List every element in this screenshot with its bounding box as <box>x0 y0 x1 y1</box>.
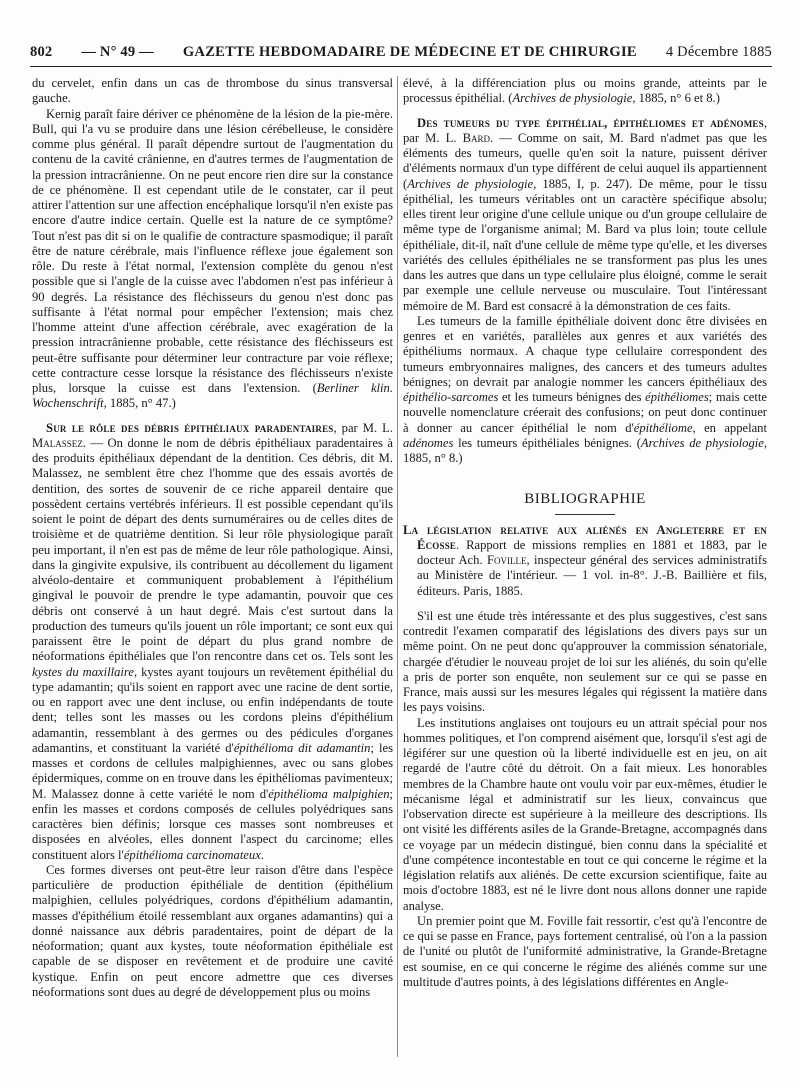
bibliography-entry: La législation relative aux aliénés en Angleterre et en Écosse. Rapport de missions remplies en 1881 et 1883, par le docteur Ach. Foville, inspecteur général des services administratifs au Ministère de l'intérieur. — 1 vol. in-8°. J.-B. Baillière et fils, éditeurs. Paris, 1885. <box>403 522 767 598</box>
paragraph: Les institutions anglaises ont toujours eu un attrait spécial pour nos hommes politiques, et l'on comprend aisément que, lorsqu'il s'est agi de légiférer sur une question où la liberté individuelle est en jeu, on ait regardé de l'autre côté du détroit. On a fait mieux. Les honorables membres de la Chambre haute ont voulu voir par eux-mêmes, étudier le mécanisme légal et administratif sur les lieux, convaincus que l'observation directe est supérieure à la meilleure des descriptions. Ils ont visité les différents asiles de la Grande-Bretagne, accompagnés dans ce voyage par un médecin distingué, bien connu dans la spécialité et d'une compétence incontestable en tout ce qui concerne le régime et la législation relatifs aux aliénés. De cette excursion scientifique, faite au mois d'octobre 1883, est né le livre dont nous allons donner une rapide analyse. <box>403 715 767 913</box>
article-author: Bard <box>462 130 490 145</box>
issue-date: 4 Décembre 1885 <box>665 43 772 60</box>
article-debris-epitheliaux: Sur le rôle des débris épithéliaux paradentaires, par M. L. Malassez. — On donne le nom de débris épithéliaux paradentaires à des produits épithéliaux dépendant de la dentition. Ces débris, dit M. Malassez, ne semblent être chez l'homme que des essais avortés de dentition, des sortes de souvenir de ce riche appareil dentaire que possèdent certains vertébrés inférieurs. Il est possible cependant qu'ils soient le point de départ des dents surnuméraires ou de celles dites de troisième et de quatrième dentition. Si leur rôle physiologique paraît peu important, il n'en est pas de même de leur rôle pathologique. Ainsi, dans la gingivite expulsive, ils contribuent au décollement du ligament alvéolo-dentaire et communiquent probablement à l'épithélium gingival le pouvoir de prendre le type adamantin, pouvoir que ces débris ont conservé à un haut degré. Mais c'est surtout dans la production des tumeurs qu'ils jouent un rôle important; ce sont eux qui paraissent être le point de départ du plus grand nombre de néoformations épithéliales que l'on rencontre dans cet os. Tels sont les kystes du maxillaire, kystes ayant toujours un revêtement épithélial du type adamantin; qu'ils soient en rapport avec une racine de dent sortie, ou en rapport avec une dent incluse, ou enfin indépendants de toute dent; telles sont les masses ou les cordons pleins d'épithélium adamantin, ressemblant à des germes ou des pédicules d'organes adamantins, et constituant la variété d'épithélioma dit adamantin; les masses et cordons de cellules malpighiennes, avec ou sans globes épidermiques, comme on en trouve dans les épithéliomas pavimenteux; M. Malassez donne à cette variété le nom d'épithélioma malpighien; enfin les masses et cordons composés de cellules polyédriques sans caractères bien définis; lorsque ces masses sont nombreuses et disposées en alvéoles, elles donnent l'aspect du carcinome; elles constituent alors l'épithélioma carcinomateux. <box>32 420 393 862</box>
citation: Berliner klin. Wochenschrift <box>32 381 393 411</box>
heading-rule <box>555 514 615 515</box>
paragraph: Les tumeurs de la famille épithéliale doivent donc être divisées en genres et en variétés, parallèles aux genres et aux variétés des épithéliums normaux. A chaque type cellulaire correspondent des tumeurs embryonnaires malignes, des cancers et des tumeurs adultes bénignes; on devrait par analogie nommer les cancers épithéliaux des épithélio-sarcomes et les tumeurs bénignes des épithéliomes; mais cette nouvelle nomenclature créerait des confusions; on peut donc continuer à donner au cancer épithélial le nom d'épithéliome, en appelant adénomes les tumeurs épithéliales bénignes. (Archives de physiologie, 1885, n° 8.) <box>403 313 767 465</box>
paragraph: du cervelet, enfin dans un cas de thrombose du sinus transversal gauche. <box>32 76 393 106</box>
paragraph: élevé, à la différenciation plus ou moins grande, atteints par le processus épithélial. (Archives de physiologie, 1885, n° 6 et 8.) <box>403 76 767 106</box>
paragraph: Kernig paraît faire dériver ce phénomène de la lésion de la pie-mère. Bull, qui l'a vu se produire dans une lésion cérébelleuse, le considère comme plus général. Il paraît dépendre surtout de l'augmentation du contenu de la cavité crânienne, en d'autres termes de l'augmentation de la pression intracrânienne. On ne peut encore rien dire sur la constance de ce phénomène. Il est cependant utile de le constater, car il peut attirer l'attention sur une affection encéphalique lorsqu'il n'en existe pas encore d'autre indice certain. Quelle est la nature de ce symptôme? Tout n'est pas dit si on le qualifie de contracture spasmodique; il paraît être de nature cérébrale, mais l'influence réflexe joue également son rôle. Du reste à l'état normal, l'extension complète du genou n'est possible que si l'angle de la cuisse avec l'abdomen n'est pas inférieur à 90 degrés. La résistance des fléchisseurs du genou n'est donc pas suffisante à l'état normal pour empêcher l'extension; mais chez l'homme atteint d'une affection cérébrale, avec exagération de la pression intracrânienne probable, cette résistance des fléchisseurs est peut-être suffisante pour déterminer leur contracture par voie réflexe; cette contracture cesse lorsque la résistance des fléchisseurs n'existe plus, lorsque la cuisse est dans l'extension. (Berliner klin. Wochenschrift, 1885, n° 47.) <box>32 106 393 411</box>
page-number: 802 <box>30 43 53 60</box>
book-title: La législation relative aux aliénés en Angleterre et en Écosse <box>403 522 767 552</box>
left-column <box>32 76 393 1079</box>
column-divider <box>397 76 398 1057</box>
citation: Archives de physiologie <box>512 91 633 106</box>
journal-title: GAZETTE HEBDOMADAIRE DE MÉDECINE ET DE CHIRURGIE <box>182 43 637 60</box>
book-author: Foville <box>486 553 527 567</box>
running-header <box>30 42 772 62</box>
article-tumeurs-epitheliales: Des tumeurs du type épithélial, épithéliomes et adénomes, par M. L. Bard. — Comme on sait, M. Bard n'admet pas que les éléments des tumeurs, quelle qu'en soit la nature, puissent dériver d'éléments normaux d'un type différent de celui auquel ils appartiennent (Archives de physiologie, 1885, I, p. 247). De même, pour le tissu épithélial, les tumeurs véritables ont un caractère spécifique absolu; elles tirent leur origine d'une cellule unique ou d'un groupe cellulaire de même type de l'organisme animal; M. Bard va plus loin; toute cellule épithéliale, dit-il, naît d'une cellule de même type qu'elle, et les diverses variétés des cellules épithéliales ne se transforment pas plus les unes dans les autres que dans un type cellulaire plus éloigné, comme le serait par exemple une cellule nerveuse ou musculaire. Tout l'intéressant mémoire de M. Bard est consacré à la démonstration de ces faits. <box>403 115 767 313</box>
article-title: Des tumeurs du type épithélial, épithéliomes et adénomes <box>417 115 764 130</box>
paragraph: Un premier point que M. Foville fait ressortir, c'est qu'à l'encontre de ce qui se passe en France, pays fortement centralisé, où l'on a la passion de l'unité ou plutôt de l'uniformité administrative, la Grande-Bretagne est soumise, en ce qui concerne le régime des aliénés comme sur une multitude d'autres points, à des législations différentes en Angle- <box>403 913 767 989</box>
paragraph: S'il est une étude très intéressante et des plus suggestives, c'est sans contredit l'examen comparatif des législations des divers pays sur un même point. On ne peut donc qu'approuver la commission sénatoriale, chargée d'étudier le nouveau projet de loi sur les aliénés, du soin qu'elle a pris de porter son enquête, non seulement sur ce qui se passe en France, mais aussi sur les mesures légales qui régissent la matière dans les pays voisins. <box>403 608 767 715</box>
right-column <box>403 76 767 1079</box>
section-heading-bibliographie: BIBLIOGRAPHIE <box>524 491 646 508</box>
article-title: Sur le rôle des débris épithéliaux paradentaires <box>46 420 334 435</box>
paragraph: Ces formes diverses ont peut-être leur raison d'être dans l'espèce particulière de production épithéliale de dentition (épithélium malpighien, cellules polyédriques, cordons d'épithélium adamantin, masses d'épithélium étoilé ressemblant aux organes adamantins) qui a donné naissance aux débris paradentaires, point de départ de la néoformation; quant aux kystes, toute néoformation épithéliale est capable de se disposer en revêtement et de produire une cavité kystique. Enfin on peut encore admettre que ces diverses néoformations sont dues au degré de développement plus ou moins <box>32 862 393 999</box>
spacer <box>403 599 767 609</box>
article-author: Malassez <box>32 435 83 450</box>
header-rule <box>30 66 772 67</box>
issue-number: — N° 49 — <box>81 43 154 60</box>
